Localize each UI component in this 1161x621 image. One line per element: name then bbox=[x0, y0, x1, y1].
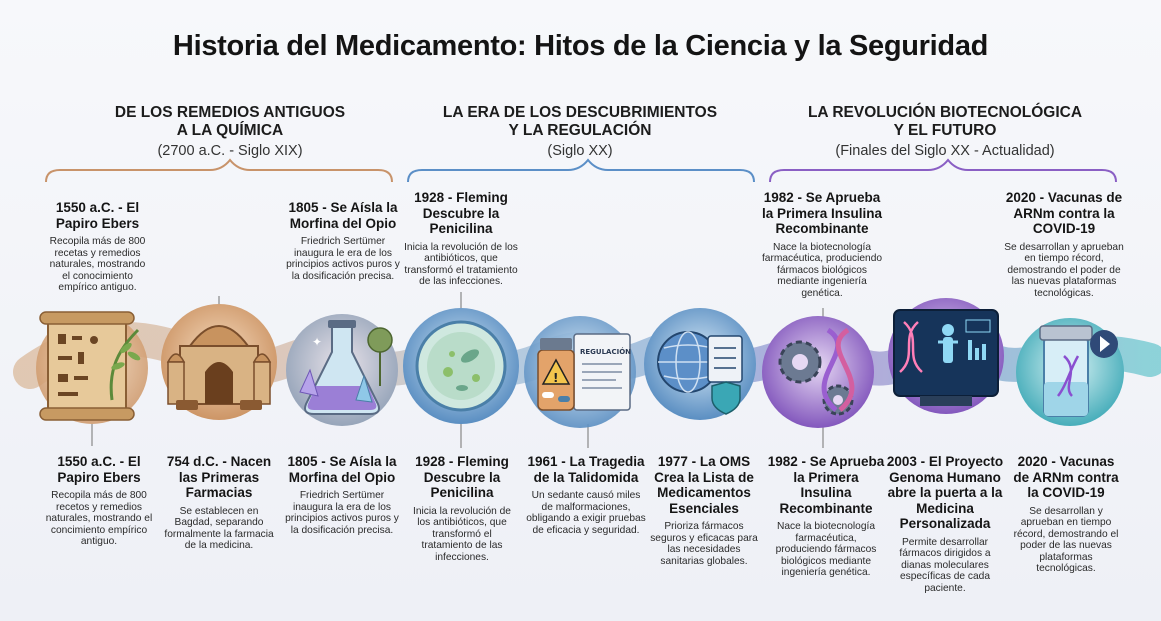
event-description: Inicia la revolución de los antibióticos, que transformó el tratamiento de las infecciones. bbox=[413, 505, 511, 563]
top-event-card bbox=[402, 190, 520, 288]
bottom-event-card bbox=[646, 454, 762, 567]
globe-checklist-shield-icon bbox=[644, 308, 756, 420]
event-heading: 1977 - La OMS Crea la Lista de Medicamentos Esenciales bbox=[654, 454, 754, 516]
event-description: Friedrich Sertümer inaugura le era de los principios activos puros y la dosificación precisa. bbox=[286, 236, 400, 282]
page-title: Historia del Medicamento: Hitos de la Ciencia y la Seguridad bbox=[172, 30, 989, 62]
bottom-event-card bbox=[1010, 454, 1122, 575]
era-range: (Finales del Siglo XX - Actualidad) bbox=[835, 143, 1055, 159]
bottom-event-card bbox=[44, 454, 154, 548]
bottom-event-card bbox=[886, 454, 1004, 594]
bottom-event-card bbox=[284, 454, 400, 536]
event-heading: 1550 a.C. - El Papiro Ebers bbox=[55, 200, 140, 231]
event-heading: 1928 - Fleming Descubre la Penicilina bbox=[415, 454, 509, 500]
bottom-event-card bbox=[526, 454, 646, 536]
genome-screen-icon bbox=[888, 298, 1004, 414]
event-description: Se desarrollan y aprueban en tiempo récord, demostrando el poder de las nuevas plataformas tecnológicas. bbox=[1004, 241, 1124, 299]
era-name-line1: DE LOS REMEDIOS ANTIGUOS bbox=[114, 104, 346, 121]
event-description: Un sedante causó miles de malformaciones, obligando a exigir pruebas de eficacia y seguridad. bbox=[526, 490, 646, 536]
era-name-line2: A LA QUÍMICA bbox=[176, 122, 284, 139]
flask-crystals-poppy-icon bbox=[286, 314, 398, 426]
event-description: Se establecen en Bagdad, separando formalmente la farmacia de la medicina. bbox=[164, 505, 274, 552]
era-range: (Siglo XX) bbox=[547, 143, 613, 159]
event-heading: 2020 - Vacunas de ARNm contra la COVID-19 bbox=[1005, 190, 1123, 236]
svg-text:✦: ✦ bbox=[312, 335, 323, 349]
warning-bottle-document-icon bbox=[524, 316, 636, 428]
event-description: Permite desarrollar fármacos dirigidos a dianas moleculares específicas de cada paciente. bbox=[899, 536, 991, 594]
event-heading: 1805 - Se Aísla la Morfina del Opio bbox=[288, 200, 398, 231]
event-description: Recopila más de 800 recetas y remedios naturales, mostrando el conocimiento empírico antiguo. bbox=[49, 236, 146, 294]
event-description: Nace la biotecnología farmacéutica, produciendo fármacos biológicos mediante ingeniería genética. bbox=[761, 241, 883, 299]
dna-gears-icon bbox=[762, 316, 874, 428]
bottom-event-card bbox=[160, 454, 278, 552]
top-event-card bbox=[1002, 190, 1126, 299]
event-description: Se desarrollan y aprueban en tiempo récord, demostrando el poder de las nuevas plataformas tecnológicas. bbox=[1013, 505, 1119, 575]
era-range: (2700 a.C. - Siglo XIX) bbox=[157, 143, 303, 159]
event-heading: 1928 - Fleming Descubre la Penicilina bbox=[414, 190, 508, 236]
regulation-document-label: REGULACIÓN bbox=[580, 348, 632, 356]
event-heading: 1805 - Se Aísla la Morfina del Opio bbox=[287, 454, 397, 485]
mrna-vaccine-vial-icon bbox=[1016, 318, 1124, 426]
pharmacy-building-icon bbox=[161, 304, 277, 420]
event-heading: 1982 - Se Aprueba la Primera Insulina Recombinante bbox=[767, 454, 885, 516]
top-event-card bbox=[758, 190, 886, 299]
bottom-event-card bbox=[406, 454, 518, 563]
event-heading: 1961 - La Tragedia de la Talidomida bbox=[527, 454, 645, 485]
era-name-line2: Y EL FUTURO bbox=[893, 122, 997, 139]
papyrus-scroll-icon bbox=[36, 312, 148, 424]
top-event-card bbox=[45, 200, 150, 294]
event-description: Inicia la revolución de los antibióticos, que transformó el tratamiento de las infecciones. bbox=[404, 241, 518, 288]
svg-text:!: ! bbox=[553, 371, 559, 385]
event-description: Recopila más de 800 recetos y remedios naturales, mostrando el concimiento empírico antiguo. bbox=[45, 490, 153, 548]
event-heading: 2003 - El Proyecto Genoma Humano abre la puerta a la Medicina Personalizada bbox=[886, 454, 1004, 531]
event-description: Friedrich Sertümer inaugura la era de los principios activos puros y la dosificación precisa. bbox=[285, 490, 399, 536]
bottom-event-card bbox=[766, 454, 886, 579]
era-name-line2: Y LA REGULACIÓN bbox=[508, 122, 652, 139]
event-description: Nace la biotecnología farmacéutica, produciendo fármacos biológicos mediante ingeniería genética. bbox=[775, 521, 877, 579]
event-heading: 2020 - Vacunas de ARNm contra la COVID-19 bbox=[1013, 454, 1119, 500]
era-name-line1: LA ERA DE LOS DESCUBRIMIENTOS bbox=[442, 104, 718, 121]
event-heading: 754 d.C. - Nacen las Primeras Farmacias bbox=[166, 454, 272, 500]
event-heading: 1982 - Se Aprueba la Primera Insulina Recombinante bbox=[761, 190, 883, 236]
top-event-card bbox=[284, 200, 402, 282]
era-name-line1: LA REVOLUCIÓN BIOTECNOLÓGICA bbox=[807, 104, 1083, 121]
event-description: Prioriza fármacos seguros y eficacas para las necesidades sanitarias globales. bbox=[650, 521, 758, 567]
event-heading: 1550 a.C. - El Papiro Ebers bbox=[57, 454, 141, 485]
petri-dish-icon bbox=[403, 308, 519, 424]
